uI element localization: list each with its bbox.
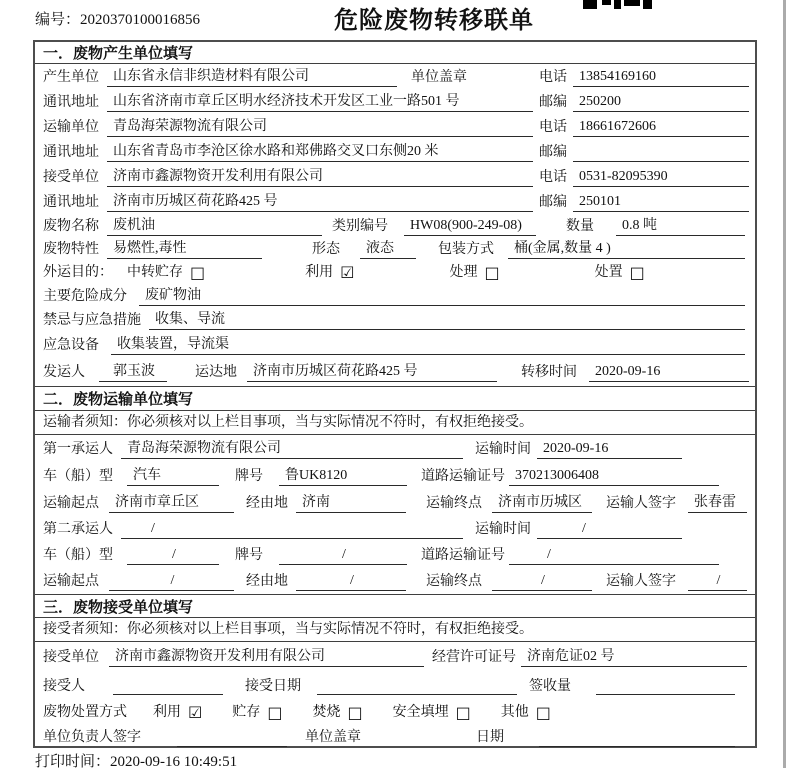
zip-group — [539, 144, 749, 162]
section-3-header: 三．废物接受单位填写 — [35, 594, 755, 618]
packaging-label: 包装方式 — [438, 242, 494, 257]
recipient-row — [35, 672, 755, 700]
option-label: 处理 — [449, 265, 478, 280]
unit-seal-label: 单位盖章 — [305, 730, 361, 745]
phone-label: 电话 — [539, 69, 567, 85]
dispatcher-label: 发运人 — [43, 364, 85, 380]
quantity-value: 0.8 吨 — [616, 217, 745, 236]
transfer-time-label: 转移时间 — [521, 364, 577, 380]
checkbox-icon: □ — [629, 262, 645, 282]
responsible-signature-label: 单位负责人签字 — [43, 730, 141, 745]
transport-time-label: 运输时间 — [475, 441, 531, 457]
second-carrier-label: 第二承运人 — [43, 521, 113, 537]
page-title: 危险废物转移联单 — [334, 8, 534, 34]
serial-value: 2020370100016856 — [80, 12, 201, 28]
phone-label: 电话 — [539, 170, 567, 185]
checkbox-checked-icon: ☑ — [188, 702, 203, 722]
option-label: 利用 — [305, 265, 334, 280]
dispatcher-value: 郭玉波 — [99, 363, 167, 382]
carrier-signature-value: 张春雷 — [688, 494, 747, 513]
route-start-value: 济南市章丘区 — [109, 494, 234, 513]
transport-address-row — [35, 140, 755, 165]
waste-property-row — [35, 238, 755, 261]
transport-unit-label: 运输单位 — [43, 120, 99, 135]
carrier-signature-value: / — [688, 572, 747, 591]
option-label: 中转贮存 — [127, 265, 183, 280]
recipient-value — [113, 677, 223, 695]
received-amount-label: 签收量 — [529, 678, 571, 694]
transport-time-value: 2020-09-16 — [537, 440, 682, 459]
print-time-value: 2020-09-16 10:49:51 — [110, 754, 238, 770]
receiver-unit-label: 接受单位 — [43, 170, 99, 185]
vehicle-type-value: / — [127, 546, 219, 565]
checkbox-icon: □ — [484, 262, 500, 282]
route-via-label: 经由地 — [246, 495, 288, 511]
form-table — [33, 40, 757, 748]
checkbox-checked-icon: ☑ — [340, 262, 355, 282]
receiver-notice-row — [35, 618, 755, 642]
qr-code-fragment-icon — [583, 0, 653, 10]
zip-label: 邮编 — [539, 95, 567, 110]
taboo-measures-label: 禁忌与应急措施 — [43, 313, 141, 328]
category-code-label: 类别编号 — [332, 218, 388, 234]
address-label: 通讯地址 — [43, 95, 99, 110]
serial-number — [35, 8, 200, 29]
taboo-measures-row — [35, 308, 755, 333]
route-end-value: / — [492, 572, 592, 591]
transfer-time-value: 2020-09-16 — [589, 363, 749, 382]
form-state-label: 形态 — [312, 242, 340, 257]
date-value — [539, 729, 735, 747]
producer-unit-label: 产生单位 — [43, 69, 99, 85]
receiver-notice: 接受者须知：你必须核对以上栏目事项，当与实际情况不符时，有权拒绝接受。 — [43, 622, 533, 637]
disposal-method-row — [35, 700, 755, 725]
purpose-option-treat — [449, 264, 499, 281]
waste-name-row — [35, 214, 755, 238]
disposal-method-label: 废物处置方式 — [43, 705, 127, 720]
transport-time-value: / — [537, 520, 682, 539]
disposal-option-store — [232, 704, 282, 721]
date-label: 日期 — [476, 730, 504, 745]
address-value: 山东省济南市章丘区明水经济技术开发区工业一路501 号 — [107, 93, 533, 112]
plate-number-label: 牌号 — [235, 469, 263, 484]
checkbox-icon: □ — [190, 262, 206, 282]
route-row-1 — [35, 490, 755, 516]
disposal-option-other — [501, 704, 551, 721]
section-1-header: 一．废物产生单位填写 — [35, 42, 755, 64]
phone-group — [539, 118, 749, 137]
transfer-purpose-label: 外运目的： — [43, 265, 113, 280]
phone-group — [539, 68, 749, 87]
transport-time-label: 运输时间 — [475, 521, 531, 537]
second-carrier-row — [35, 516, 755, 542]
print-time-label: 打印时间： — [35, 754, 111, 770]
zip-value: 250200 — [573, 93, 749, 112]
option-label: 利用 — [153, 705, 181, 720]
hazard-component-value: 废矿物油 — [139, 287, 745, 306]
route-start-label: 运输起点 — [43, 573, 99, 589]
first-carrier-label: 第一承运人 — [43, 441, 113, 457]
road-license-label: 道路运输证号 — [421, 469, 505, 484]
route-via-value: / — [296, 572, 406, 591]
phone-group — [539, 168, 749, 187]
purpose-option-storage — [127, 264, 205, 281]
carrier-signature-label: 运输人签字 — [606, 573, 676, 589]
dispatcher-row — [35, 358, 755, 386]
waste-property-value: 易燃性,毒性 — [107, 240, 262, 259]
receiver-address-row — [35, 190, 755, 214]
form-state-value: 液态 — [360, 240, 416, 259]
zip-label: 邮编 — [539, 194, 567, 210]
signoff-row — [35, 725, 755, 750]
transport-unit-row — [35, 115, 755, 140]
checkbox-icon: □ — [267, 702, 283, 722]
plate-number-label: 牌号 — [235, 547, 263, 563]
permit-number-label: 经营许可证号 — [432, 649, 516, 665]
emergency-equipment-row — [35, 333, 755, 358]
address-label: 通讯地址 — [43, 145, 99, 160]
zip-group — [539, 93, 749, 112]
transport-unit-value: 青岛海荣源物流有限公司 — [107, 118, 533, 137]
road-license-value: / — [509, 546, 719, 565]
route-start-label: 运输起点 — [43, 495, 99, 511]
vehicle-type-label: 车（船）型 — [43, 547, 113, 563]
waste-name-label: 废物名称 — [43, 218, 99, 234]
transfer-purpose-row — [35, 261, 755, 284]
destination-value: 济南市历城区荷花路425 号 — [247, 363, 497, 382]
hazard-component-label: 主要危险成分 — [43, 288, 127, 304]
quantity-label: 数量 — [566, 218, 594, 234]
first-carrier-row — [35, 435, 755, 463]
address-label: 通讯地址 — [43, 194, 99, 210]
zip-group — [539, 193, 749, 212]
option-label: 焚烧 — [312, 705, 341, 720]
disposal-option-incinerate — [312, 704, 362, 721]
route-row-2 — [35, 568, 755, 594]
taboo-measures-value: 收集、导流 — [149, 311, 745, 330]
purpose-option-dispose — [595, 264, 645, 281]
phone-value: 18661672606 — [573, 118, 749, 137]
zip-value — [573, 144, 749, 162]
option-label: 贮存 — [232, 705, 261, 720]
option-label: 处置 — [594, 265, 623, 280]
vehicle-type-label: 车（船）型 — [43, 469, 113, 484]
checkbox-icon: □ — [535, 702, 551, 722]
route-end-label: 运输终点 — [426, 495, 482, 511]
serial-label: 编号： — [35, 12, 81, 28]
accepting-unit-value: 济南市鑫源物资开发利用有限公司 — [109, 648, 424, 667]
plate-number-value: / — [279, 546, 407, 565]
transporter-notice-row — [35, 411, 755, 435]
route-end-value: 济南市历城区 — [492, 494, 592, 513]
option-label: 其他 — [500, 705, 529, 720]
vehicle-type-row-2 — [35, 542, 755, 568]
purpose-option-utilize — [305, 264, 354, 281]
responsible-signature-value — [177, 729, 287, 747]
zip-label: 邮编 — [539, 145, 567, 160]
disposal-option-landfill — [393, 704, 471, 721]
phone-label: 电话 — [539, 120, 567, 135]
waste-property-label: 废物特性 — [43, 242, 99, 257]
producer-address-row — [35, 90, 755, 115]
emergency-equipment-label: 应急设备 — [43, 338, 99, 353]
received-amount-value — [596, 677, 735, 695]
recipient-label: 接受人 — [43, 678, 85, 694]
unit-seal-label: 单位盖章 — [411, 69, 467, 85]
zip-value: 250101 — [573, 193, 749, 212]
destination-label: 运达地 — [195, 364, 237, 380]
first-carrier-value: 青岛海荣源物流有限公司 — [121, 440, 463, 459]
checkbox-icon: □ — [455, 702, 471, 722]
producer-unit-row — [35, 64, 755, 90]
hazard-component-row — [35, 284, 755, 308]
phone-value: 0531-82095390 — [573, 168, 749, 187]
producer-unit-value: 山东省永信非织造材料有限公司 — [107, 68, 397, 87]
permit-number-value: 济南危证02 号 — [521, 648, 747, 667]
accept-date-value — [317, 677, 517, 695]
road-license-value: 370213006408 — [509, 467, 719, 486]
disposal-option-utilize — [153, 704, 202, 721]
waste-name-value: 废机油 — [107, 217, 322, 236]
plate-number-value: 鲁UK8120 — [279, 467, 407, 486]
page-edge-line — [783, 0, 786, 768]
transporter-notice: 运输者须知：你必须核对以上栏目事项，当与实际情况不符时，有权拒绝接受。 — [43, 415, 533, 430]
emergency-equipment-value: 收集装置，导流渠 — [111, 336, 745, 355]
route-via-label: 经由地 — [246, 573, 288, 589]
carrier-signature-label: 运输人签字 — [606, 495, 676, 511]
route-start-value: / — [109, 572, 234, 591]
accept-date-label: 接受日期 — [245, 678, 301, 694]
receiver-unit-row — [35, 165, 755, 190]
vehicle-type-value: 汽车 — [127, 467, 219, 486]
accepting-unit-label: 接受单位 — [43, 649, 99, 665]
route-via-value: 济南 — [296, 494, 406, 513]
checkbox-icon: □ — [347, 702, 363, 722]
route-end-label: 运输终点 — [426, 573, 482, 589]
second-carrier-value: / — [121, 520, 463, 539]
address-value: 山东省青岛市李沧区徐水路和郑佛路交叉口东侧20 米 — [107, 143, 533, 162]
option-label: 安全填埋 — [392, 705, 449, 720]
category-code-value: HW08(900-249-08) — [404, 217, 536, 236]
accepting-unit-row — [35, 642, 755, 672]
section-2-header: 二．废物运输单位填写 — [35, 386, 755, 411]
address-value: 济南市历城区荷花路425 号 — [107, 193, 533, 212]
receiver-unit-value: 济南市鑫源物资开发利用有限公司 — [107, 168, 533, 187]
vehicle-type-row-1 — [35, 463, 755, 490]
packaging-value: 桶(金属,数量 4 ) — [508, 240, 745, 259]
phone-value: 13854169160 — [573, 68, 749, 87]
road-license-label: 道路运输证号 — [421, 547, 505, 563]
